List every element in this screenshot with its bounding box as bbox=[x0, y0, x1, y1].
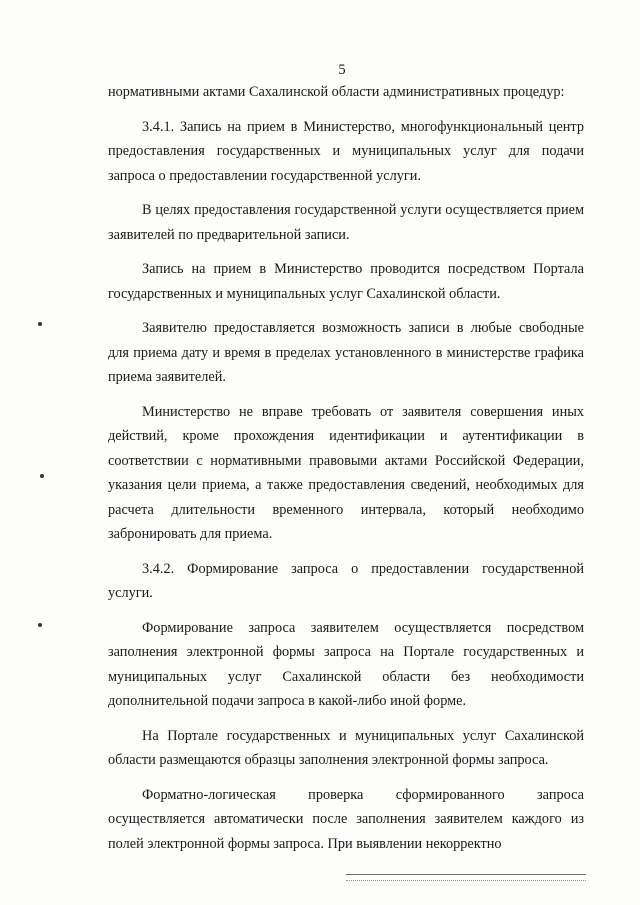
paragraph: Формирование запроса заявителем осуществляется посредством заполнения электронной формы запроса на Портале государственных и муниципальных услуг Сахалинской области без необходимости дополнительной подачи запроса в какой-либо иной форме. bbox=[108, 619, 584, 709]
paragraph: Министерство не вправе требовать от заявителя совершения иных действий, кроме прохождения идентификации и аутентификации в соответствии с нормативными правовыми актами Российской Федерации, указания цели приема, а также предоставления сведений, необходимых для расчета длительности временного интервала, который необходимо забронировать для приема. bbox=[108, 403, 584, 542]
footer-rule bbox=[346, 874, 586, 875]
paragraph-section-3-4-2: 3.4.2. Формирование запроса о предоставлении государственной услуги. bbox=[108, 560, 584, 601]
page-number: 5 bbox=[338, 62, 346, 78]
scan-speck bbox=[40, 474, 44, 478]
scan-speck bbox=[38, 623, 42, 627]
scan-speck bbox=[38, 322, 42, 326]
paragraph: Форматно-логическая проверка сформированного запроса осуществляется автоматически после заполнения заявителем каждого из полей электронной формы запроса. При выявлении некорректно bbox=[108, 786, 584, 852]
paragraph: На Портале государственных и муниципальных услуг Сахалинской области размещаются образцы заполнения электронной формы запроса. bbox=[108, 727, 584, 768]
footer-rule bbox=[346, 880, 586, 881]
paragraph: В целях предоставления государственной услуги осуществляется прием заявителей по предварительной записи. bbox=[108, 202, 584, 243]
paragraph-section-3-4-1: 3.4.1. Запись на прием в Министерство, многофункциональный центр предоставления государственных и муниципальных услуг для подачи запроса о предоставлении государственной услуги. bbox=[108, 118, 584, 184]
document-body bbox=[108, 80, 584, 866]
paragraph: Заявителю предоставляется возможность записи в любые свободные для приема дату и время в пределах установленного в министерстве графика приема заявителей. bbox=[108, 320, 584, 385]
paragraph: Запись на прием в Министерство проводится посредством Портала государственных и муниципальных услуг Сахалинской области. bbox=[108, 261, 584, 302]
paragraph-continuation: нормативными актами Сахалинской области административных процедур: bbox=[108, 84, 565, 100]
